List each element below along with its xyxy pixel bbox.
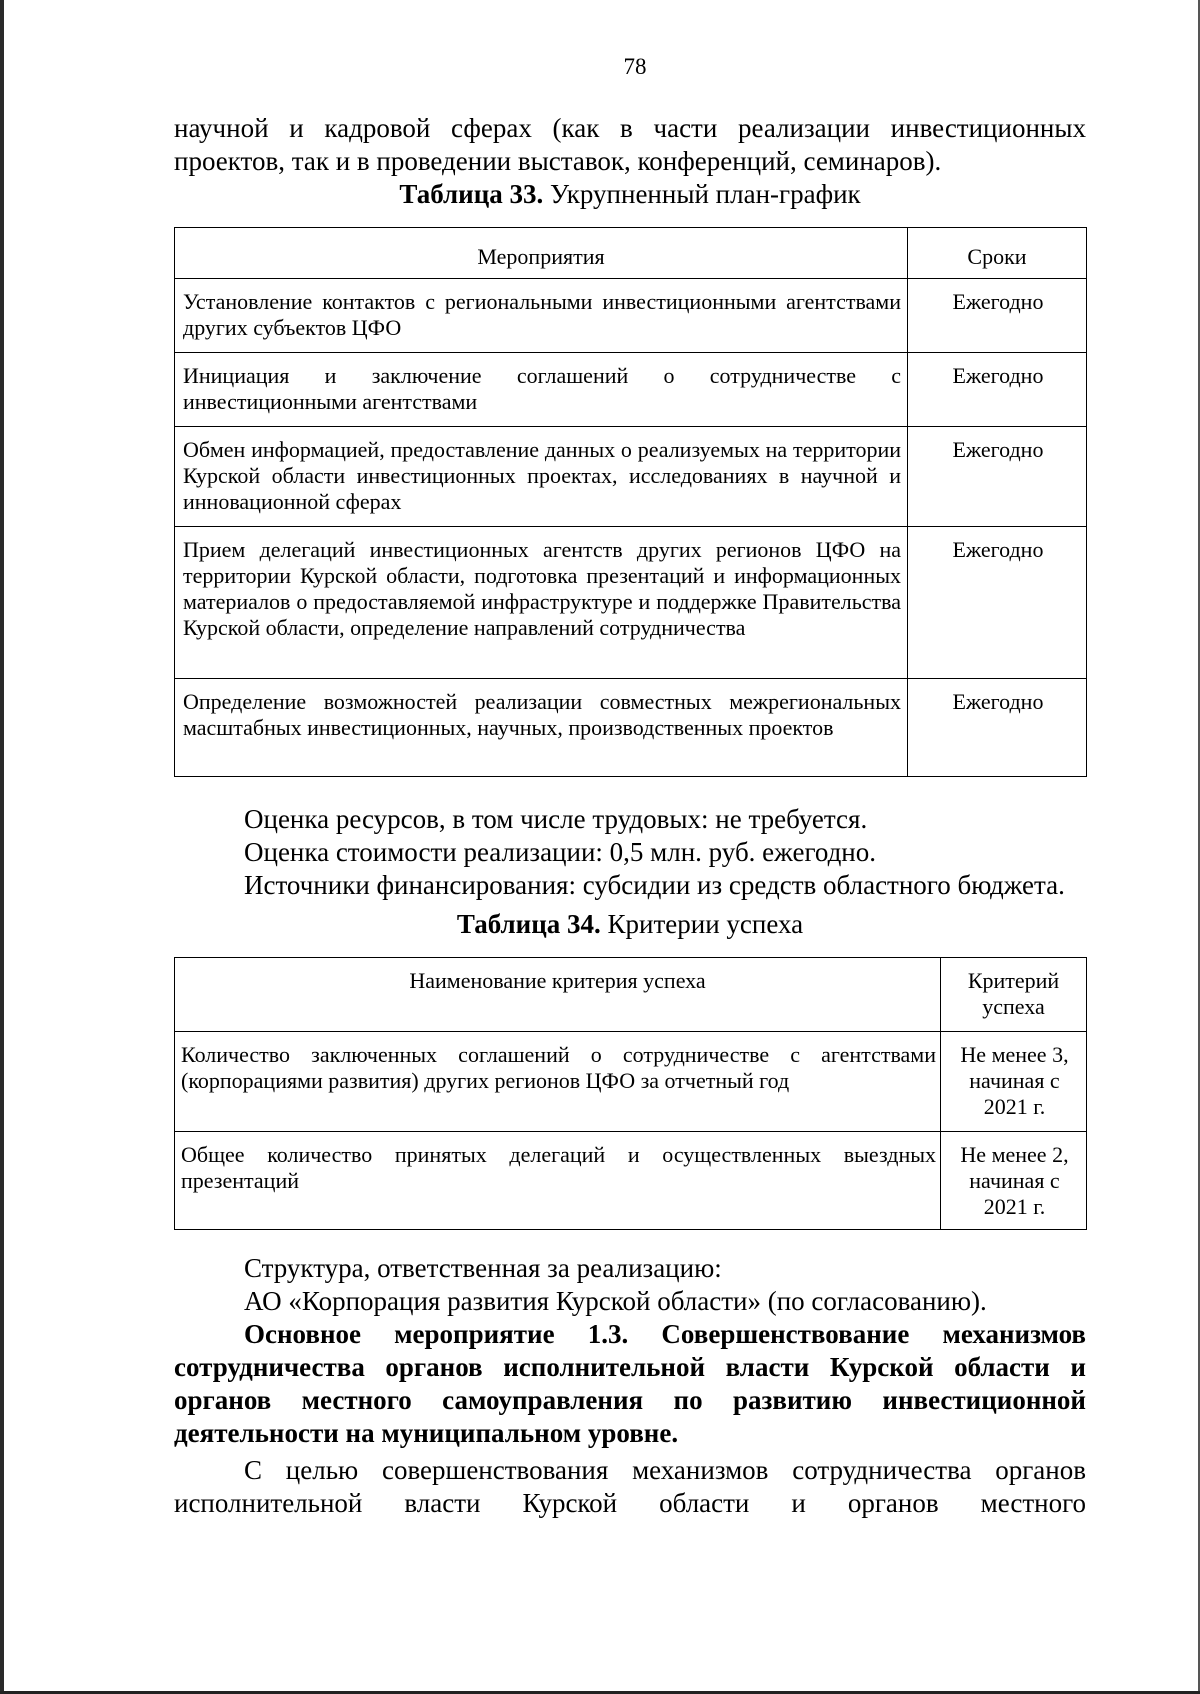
table33-header-row [175, 228, 1087, 279]
table33-caption-number: Таблица 33. [399, 179, 544, 209]
table-row [175, 279, 1087, 353]
table34-criterion-cell: Общее количество принятых делегаций и осуществленных выездных презентаций [175, 1132, 941, 1230]
table33 [174, 227, 1087, 777]
table-row [175, 427, 1087, 527]
page-number: 78 [623, 54, 647, 79]
table34-header-criterion: Критерий успеха [941, 958, 1087, 1032]
main-event-heading: Основное мероприятие 1.3. Совершенствование механизмов сотрудничества органов исполнительной власти Курской области и органов местного самоуправления по развитию инвестиционной деятельности на муниципальном уровне. [174, 1319, 1086, 1448]
table-row [175, 527, 1087, 679]
table34-header-name: Наименование критерия успеха [175, 958, 941, 1032]
table33-event-cell: Инициация и заключение соглашений о сотрудничестве с инвестиционными агентствами [175, 353, 908, 427]
table34-caption [174, 908, 1086, 941]
table33-term-cell: Ежегодно [908, 679, 1087, 777]
table33-header-events: Мероприятия [175, 228, 908, 279]
table33-event-cell: Обмен информацией, предоставление данных о реализуемых на территории Курской области инвестиционных проектах, исследованиях в научной и инновационной сферах [175, 427, 908, 527]
scan-edge-left [0, 0, 4, 1694]
table33-caption-title: Укрупненный план-график [543, 179, 861, 209]
responsible-label: Структура, ответственная за реализацию: [244, 1253, 722, 1283]
table33-caption [174, 178, 1086, 211]
table33-term-cell: Ежегодно [908, 427, 1087, 527]
table34-caption-title: Критерии успеха [600, 909, 804, 939]
table-row [175, 679, 1087, 777]
table33-event-cell: Установление контактов с региональными инвестиционными агентствами других субъектов ЦФО [175, 279, 908, 353]
table33-term-cell: Ежегодно [908, 279, 1087, 353]
table33-header-terms: Сроки [908, 228, 1087, 279]
table33-event-cell: Прием делегаций инвестиционных агентств других регионов ЦФО на территории Курской области, подготовка презентаций и информационных материалов о предоставляемой инфраструктуре и поддержке Правительства Курской области, определение направлений сотрудничества [175, 527, 908, 679]
responsible-org: АО «Корпорация развития Курской области» (по согласованию). [244, 1286, 987, 1316]
intro-paragraph: научной и кадровой сферах (как в части реализации инвестиционных проектов, так и в проведении выставок, конференций, семинаров). [174, 113, 1086, 176]
document-body [174, 112, 1086, 1520]
table-row [175, 353, 1087, 427]
table34-header-row [175, 958, 1087, 1032]
table33-event-cell: Определение возможностей реализации совместных межрегиональных масштабных инвестиционных, научных, производственных проектов [175, 679, 908, 777]
table33-term-cell: Ежегодно [908, 353, 1087, 427]
table33-term-cell: Ежегодно [908, 527, 1087, 679]
table34-criterion-cell: Количество заключенных соглашений о сотрудничестве с агентствами (корпорациями развития) других регионов ЦФО за отчетный год [175, 1032, 941, 1132]
table34 [174, 957, 1087, 1230]
funding-paragraph: Источники финансирования: субсидии из средств областного бюджета. [244, 870, 1065, 900]
table34-value-cell: Не менее 3, начиная с 2021 г. [941, 1032, 1087, 1132]
closing-paragraph: С целью совершенствования механизмов сотрудничества органов исполнительной власти Курской области и органов местного [174, 1455, 1086, 1518]
table34-caption-number: Таблица 34. [456, 909, 601, 939]
cost-paragraph: Оценка стоимости реализации: 0,5 млн. руб. ежегодно. [244, 837, 877, 867]
resources-paragraph: Оценка ресурсов, в том числе трудовых: не требуется. [244, 804, 868, 834]
table-row [175, 1032, 1087, 1132]
table-row [175, 1132, 1087, 1230]
table34-value-cell: Не менее 2, начиная с 2021 г. [941, 1132, 1087, 1230]
